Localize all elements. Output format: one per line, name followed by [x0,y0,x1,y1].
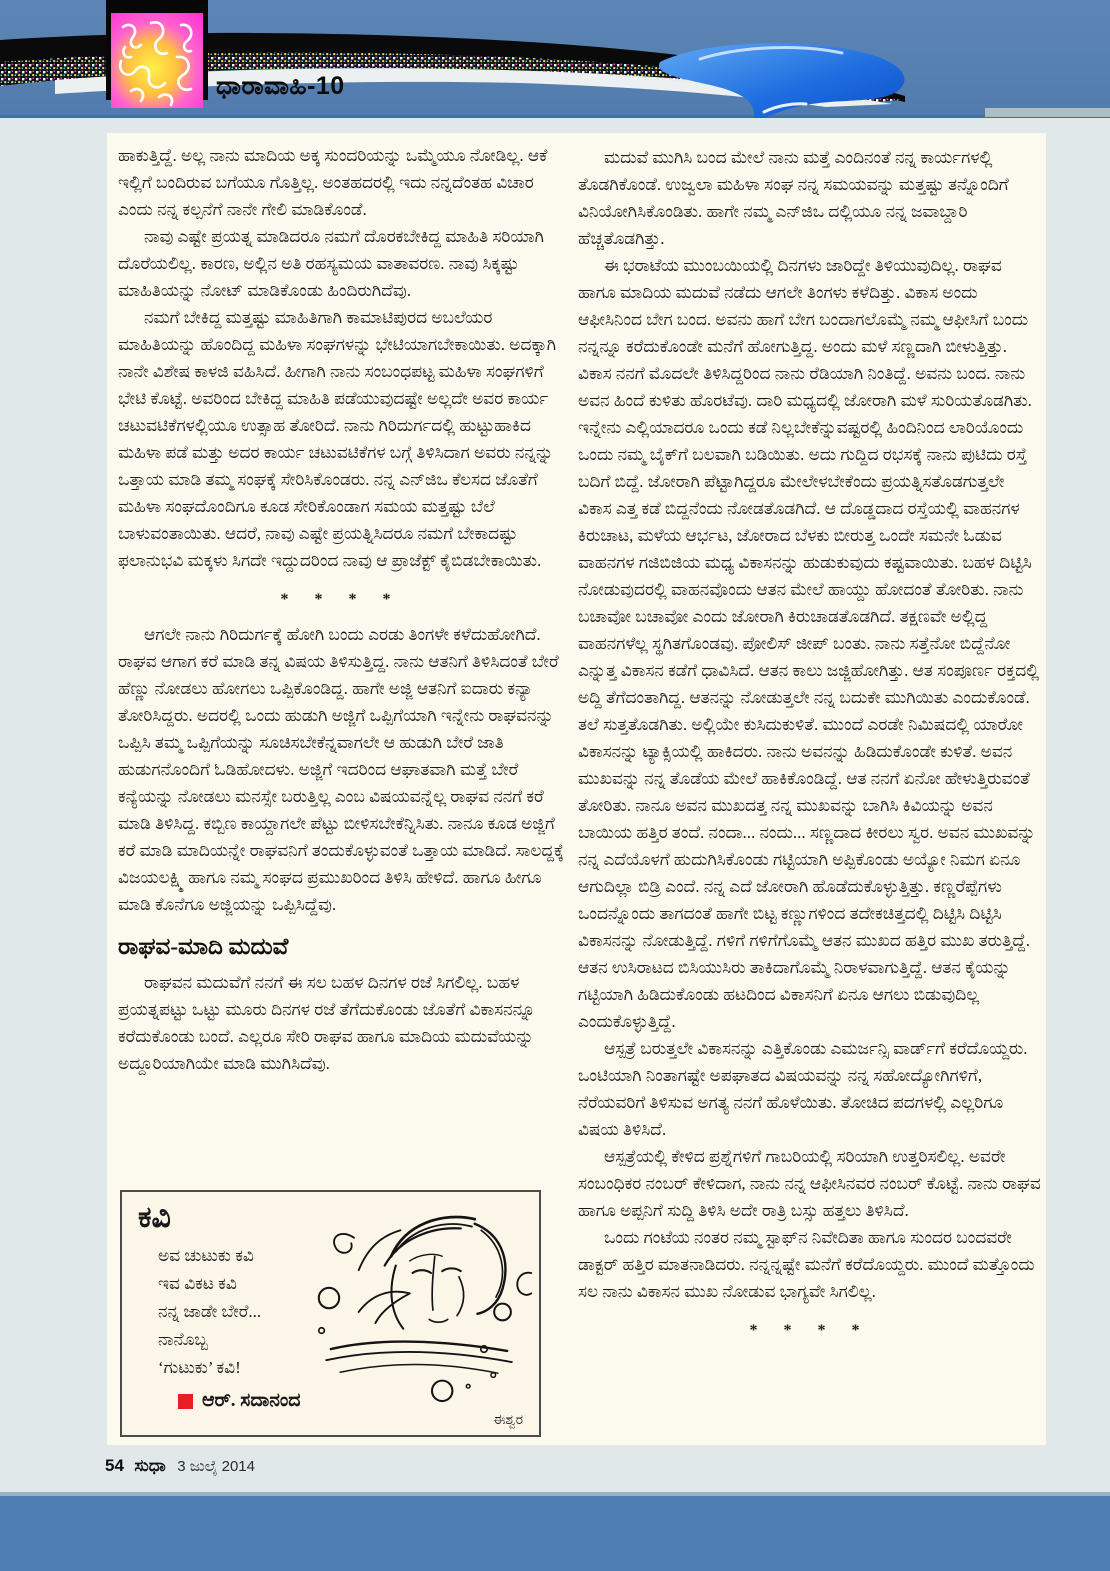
page-footer [105,1456,255,1476]
article-body [107,133,1046,1445]
section-paragraphs [118,969,564,1077]
poem-author: ಆರ್. ಸದಾನಂದ [202,1390,301,1411]
paragraph: ನಾವು ಎಷ್ಟೇ ಪ್ರಯತ್ನ ಮಾಡಿದರೂ ನಮಗೆ ದೊರಕಬೇಕಿದ್ದ ಮಾಹಿತಿ ಸರಿಯಾಗಿ ದೊರೆಯಲಿಲ್ಲ. ಕಾರಣ, ಅಲ್ಲಿನ ಅತಿ ರಹಸ್ಯಮಯ ವಾತಾವರಣ. ನಾವು ಸಿಕ್ಕಷ್ಟು ಮಾಹಿತಿಯನ್ನು ನೋಟ್ ಮಾಡಿಕೊಂಡು ಹಿಂದಿರುಗಿದೆವು. [118,227,544,300]
poem-line: ಇವ ವಿಕಟ ಕವಿ [158,1274,237,1293]
magazine-name: ಸುಧಾ [134,1456,166,1475]
artist-signature: ಈಶ್ವರ [493,1413,523,1428]
paragraph: ಒಂದು ಗಂಟೆಯ ನಂತರ ನಮ್ಮ ಸ್ಟಾಫ್‌ನ ನಿವೇದಿತಾ ಹಾಗೂ ಸುಂದರ ಬಂದವರೇ ಡಾಕ್ಟರ್ ಹತ್ತಿರ ಮಾತನಾಡಿದರು. ನನ್ನನ್ನಷ್ಟೇ ಮನೆಗೆ ಕರೆದೊಯ್ದರು. ಮುಂದೆ ಮತ್ತೊಂದು ಸಲ ನಾನು ವಿಕಾಸನ ಮುಖ ನೋಡುವ ಭಾಗ್ಯವೇ ಸಿಗಲಿಲ್ಲ. [578,1228,1035,1301]
poem-title: ಕವಿ [138,1201,171,1234]
poem-line: ಅವ ಚುಟುಕು ಕವಿ [158,1246,254,1265]
poem-line: ನನ್ನ ಜಾಡೇ ಬೇರೆ... [158,1302,262,1321]
right-paragraphs [578,144,1042,1305]
mid-paragraphs [118,621,564,918]
paragraph: ಮದುವೆ ಮುಗಿಸಿ ಬಂದ ಮೇಲೆ ನಾನು ಮತ್ತೆ ಎಂದಿನಂತೆ ನನ್ನ ಕಾರ್ಯಗಳಲ್ಲಿ ತೊಡಗಿಕೊಂಡೆ. ಉಜ್ವಲಾ ಮಹಿಳಾ ಸಂಘ ನನ್ನ ಸಮಯವನ್ನು ಮತ್ತಷ್ಟು ತನ್ನೊಂದಿಗೆ ವಿನಿಯೋಗಿಸಿಕೊಂಡಿತು. ಹಾಗೇ ನಮ್ಮ ಎನ್‌ಜಿಒ ದಲ್ಲಿಯೂ ನನ್ನ ಜವಾಬ್ದಾರಿ ಹೆಚ್ಚತೊಡಗಿತ್ತು. [578,148,1009,248]
bottom-color-band [0,1492,1110,1571]
poem-line: ನಾನೊಬ್ಬ [158,1330,208,1349]
paragraph: ಈ ಭರಾಟೆಯ ಮುಂಬಯಿಯಲ್ಲಿ ದಿನಗಳು ಜಾರಿದ್ದೇ ತಿಳಿಯುವುದಿಲ್ಲ. ರಾಘವ ಹಾಗೂ ಮಾದಿಯ ಮದುವೆ ನಡೆದು ಆಗಲೇ ತಿಂಗಳು ಕಳೆದಿತ್ತು. ವಿಕಾಸ ಅಂದು ಆಫೀಸಿನಿಂದ ಬೇಗ ಬಂದ. ಅವನು ಹಾಗೆ ಬೇಗ ಬಂದಾಗಲೊಮ್ಮೆ ನಮ್ಮ ಆಫೀಸಿಗೆ ಬಂದು ನನ್ನನ್ನೂ ಕರೆದುಕೊಂಡೇ ಮನೆಗೆ ಹೋಗುತ್ತಿದ್ದ. ಅಂದು ಮಳೆ ಸಣ್ಣದಾಗಿ ಬೀಳುತ್ತಿತ್ತು. ವಿಕಾಸ ನನಗೆ ಮೊದಲೇ ತಿಳಿಸಿದ್ದರಿಂದ ನಾನು ರೆಡಿಯಾಗಿ ನಿಂತಿದ್ದೆ. ಅವನು ಬಂದ. ನಾನು ಅವನ ಹಿಂದೆ ಕುಳಿತು ಹೊರಟೆವು. ದಾರಿ ಮಧ್ಯದಲ್ಲಿ ಜೋರಾಗಿ ಮಳೆ ಸುರಿಯತೊಡಗಿತು. ಇನ್ನೇನು ಎಲ್ಲಿಯಾದರೂ ಒಂದು ಕಡೆ ನಿಲ್ಲಬೇಕೆನ್ನುವಷ್ಟರಲ್ಲಿ ಹಿಂದಿನಿಂದ ಲಾರಿಯೊಂದು ಒಂದು ನಮ್ಮ ಬೈಕ್‌ಗೆ ಬಲವಾಗಿ ಬಡಿಯಿತು. ಅದು ಗುದ್ದಿದ ರಭಸಕ್ಕೆ ನಾನು ಪುಟಿದು ರಸ್ತೆ ಬದಿಗೆ ಬಿದ್ದೆ. ಜೋರಾಗಿ ಪೆಟ್ಟಾಗಿದ್ದರೂ ಮೇಲೇಳಬೇಕೆಂದು ಪ್ರಯತ್ನಿಸತೊಡಗುತ್ತಲೇ ವಿಕಾಸ ಎತ್ತ ಕಡೆ ಬಿದ್ದನೆಂದು ನೋಡತೊಡಗಿದೆ. ಆ ದೊಡ್ಡದಾದ ರಸ್ತೆಯಲ್ಲಿ ವಾಹನಗಳ ಕಿರುಚಾಟ, ಮಳೆಯ ಆರ್ಭಟ, ಜೋರಾದ ಬೆಳಕು ಬೀರುತ್ತ ಒಂದೇ ಸಮನೇ ಓಡುವ ವಾಹನಗಳ ಗಜಿಬಿಜಿಯ ಮಧ್ಯ ವಿಕಾಸನನ್ನು ಹುಡುಕುವುದು ಕಷ್ಟವಾಯಿತು. ಬಹಳ ದಿಟ್ಟಿಸಿ ನೋಡುವುದರಲ್ಲಿ ವಾಹನವೊಂದು ಆತನ ಮೇಲೆ ಹಾಯ್ದು ಹೋದಂತೆ ತೋರಿತು. ನಾನು ಬಚಾವೋ ಬಚಾವೋ ಎಂದು ಜೋರಾಗಿ ಕಿರುಚಾಡತೊಡಗಿದೆ. ತಕ್ಷಣವೇ ಅಲ್ಲಿದ್ದ ವಾಹನಗಳೆಲ್ಲ ಸ್ಥಗಿತಗೊಂಡವು. ಪೋಲಿಸ್ ಜೀಪ್ ಬಂತು. ನಾನು ಸತ್ತೆನೋ ಬಿದ್ದೆನೋ ಎನ್ನುತ್ತ ವಿಕಾಸನ ಕಡೆಗೆ ಧಾವಿಸಿದೆ. ಆತನ ಕಾಲು ಜಜ್ಜಿಹೋಗಿತ್ತು. ಆತ ಸಂಪೂರ್ಣ ರಕ್ತದಲ್ಲಿ ಅದ್ದಿ ತೆಗೆದಂತಾಗಿದ್ದ. ಆತನನ್ನು ನೋಡುತ್ತಲೇ ನನ್ನ ಬದುಕೇ ಮುಗಿಯಿತು ಎಂದುಕೊಂಡೆ. ತಲೆ ಸುತ್ತತೊಡಗಿತು. ಅಲ್ಲಿಯೇ ಕುಸಿದುಕುಳಿತೆ. ಮುಂದೆ ಎರಡೇ ನಿಮಿಷದಲ್ಲಿ ಯಾರೋ ವಿಕಾಸನನ್ನು ಟ್ಯಾಕ್ಸಿಯಲ್ಲಿ ಹಾಕಿದರು. ನಾನು ಅವನನ್ನು ಹಿಡಿದುಕೊಂಡೇ ಕುಳಿತೆ. ಅವನ ಮುಖವನ್ನು ನನ್ನ ತೊಡೆಯ ಮೇಲೆ ಹಾಕಿಕೊಂಡಿದ್ದೆ. ಆತ ನನಗೆ ಏನೋ ಹೇಳುತ್ತಿರುವಂತೆ ತೋರಿತು. ನಾನೂ ಅವನ ಮುಖದತ್ತ ನನ್ನ ಮುಖವನ್ನು ಬಾಗಿಸಿ ಕಿವಿಯನ್ನು ಅವನ ಬಾಯಿಯ ಹತ್ತಿರ ತಂದೆ. ನಂದಾ... ನಂದು... ಸಣ್ಣದಾದ ಕೀರಲು ಸ್ವರ. ಅವನ ಮುಖವನ್ನು ನನ್ನ ಎದೆಯೊಳಗೆ ಹುದುಗಿಸಿಕೊಂಡು ಗಟ್ಟಿಯಾಗಿ ಅಪ್ಪಿಕೊಂಡು ಅಯ್ಯೋ ನಿಮಗ ಏನೂ ಆಗುದಿಲ್ಲಾ ಬಿಡ್ರಿ ಎಂದೆ. ನನ್ನ ಎದೆ ಜೋರಾಗಿ ಹೊಡೆದುಕೊಳ್ಳುತ್ತಿತ್ತು. ಕಣ್ಣರೆಪ್ಪೆಗಳು ಒಂದನ್ನೊಂದು ತಾಗದಂತೆ ಹಾಗೇ ಬಿಟ್ಟ ಕಣ್ಣುಗಳಿಂದ ತದೇಕಚಿತ್ತದಲ್ಲಿ ದಿಟ್ಟಿಸಿ ದಿಟ್ಟಿಸಿ ವಿಕಾಸನನ್ನು ನೋಡುತ್ತಿದ್ದೆ. ಗಳಿಗೆ ಗಳಿಗೆಗೊಮ್ಮೆ ಆತನ ಮುಖದ ಹತ್ತಿರ ಮುಖ ತರುತ್ತಿದ್ದೆ. ಆತನ ಉಸಿರಾಟದ ಬಿಸಿಯುಸಿರು ತಾಕಿದಾಗೊಮ್ಮೆ ನಿರಾಳವಾಗುತ್ತಿದ್ದೆ. ಆತನ ಕೈಯನ್ನು ಗಟ್ಟಿಯಾಗಿ ಹಿಡಿದುಕೊಂಡು ಹಟದಿಂದ ವಿಕಾಸನಿಗೆ ಏನೂ ಆಗಲು ಬಿಡುವುದಿಲ್ಲ ಎಂದುಕೊಳ್ಳುತ್ತಿದ್ದೆ. [578,256,1040,1031]
page-header [0,0,1110,118]
left-column [118,142,564,1184]
paragraph: ಆಸ್ಪತ್ರೆ ಬರುತ್ತಲೇ ವಿಕಾಸನನ್ನು ಎತ್ತಿಕೊಂಡು ಎಮರ್ಜನ್ಸಿ ವಾರ್ಡ್‌ಗೆ ಕರೆದೊಯ್ದರು. ಒಂಟಿಯಾಗಿ ನಿಂತಾಗಷ್ಟೇ ಅಪಘಾತದ ವಿಷಯವನ್ನು ನನ್ನ ಸಹೋದ್ಯೋಗಿಗಳಿಗೆ, ನೆರೆಯವರಿಗೆ ತಿಳಿಸುವ ಅಗತ್ಯ ನನಗೆ ಹೊಳೆಯಿತು. ತೋಚಿದ ಪದಗಳಲ್ಲಿ ಎಲ್ಲರಿಗೂ ವಿಷಯ ತಿಳಿಸಿದೆ. [578,1039,1028,1139]
section-heading: ರಾಘವ-ಮಾದಿ ಮದುವೆ [118,934,289,959]
paragraph: ಆಸ್ಪತ್ರೆಯಲ್ಲಿ ಕೇಳಿದ ಪ್ರಶ್ನೆಗಳಿಗೆ ಗಾಬರಿಯಲ್ಲಿ ಸರಿಯಾಗಿ ಉತ್ತರಿಸಲಿಲ್ಲ. ಅವರೇ ಸಂಬಂಧಿಕರ ನಂಬರ್ ಕೇಳಿದಾಗ, ನಾನು ನನ್ನ ಆಫೀಸಿನವರ ನಂಬರ್ ಕೊಟ್ಟೆ. ನಾನು ರಾಘವ ಹಾಗೂ ಅಪ್ಪನಿಗೆ ಸುದ್ದಿ ತಿಳಿಸಿ ಅದೇ ರಾತ್ರಿ ಬಸ್ಸು ಹತ್ತಲು ತಿಳಿಸಿದೆ. [578,1147,1041,1220]
intro-paragraphs [118,142,564,574]
series-label: ಧಾರಾವಾಹಿ-10 [216,72,345,100]
section-separator: * * * * [749,1322,871,1339]
magazine-logo-art [111,13,203,108]
face-sketch-illustration [303,1196,535,1414]
page-number: 54 [105,1456,124,1475]
section-separator: * * * * [280,591,402,608]
poem-line: ‘ಗುಟುಕು’ ಕವಿ! [158,1358,241,1377]
poem-box [120,1190,541,1437]
paragraph: ಆಗಲೇ ನಾನು ಗಿರಿದುರ್ಗಕ್ಕೆ ಹೋಗಿ ಬಂದು ಎರಡು ತಿಂಗಳೇ ಕಳೆದುಹೋಗಿದೆ. ರಾಘವ ಆಗಾಗ ಕರೆ ಮಾಡಿ ತನ್ನ ವಿಷಯ ತಿಳಿಸುತ್ತಿದ್ದ. ನಾನು ಆತನಿಗೆ ತಿಳಿಸಿದಂತೆ ಬೇರೆ ಹೆಣ್ಣು ನೋಡಲು ಹೋಗಲು ಒಪ್ಪಿಕೊಂಡಿದ್ದ. ಹಾಗೇ ಅಜ್ಜಿ ಆತನಿಗೆ ಐದಾರು ಕನ್ಯಾ ತೋರಿಸಿದ್ದರು. ಅದರಲ್ಲಿ ಒಂದು ಹುಡುಗಿ ಅಜ್ಜಿಗೆ ಒಪ್ಪಿಗೆಯಾಗಿ ಇನ್ನೇನು ರಾಘವನನ್ನು ಒಪ್ಪಿಸಿ ತಮ್ಮ ಒಪ್ಪಿಗೆಯನ್ನು ಸೂಚಿಸಬೇಕೆನ್ನವಾಗಲೇ ಆ ಹುಡುಗಿ ಬೇರೆ ಜಾತಿ ಹುಡುಗನೊಂದಿಗೆ ಓಡಿಹೋದಳು. ಅಜ್ಜಿಗೆ ಇದರಿಂದ ಆಘಾತವಾಗಿ ಮತ್ತೆ ಬೇರೆ ಕನ್ಯೆಯನ್ನು ನೋಡಲು ಮನಸ್ಸೇ ಬರುತ್ತಿಲ್ಲ ಎಂಬ ವಿಷಯವನ್ನೆಲ್ಲ ರಾಘವ ನನಗೆ ಕರೆ ಮಾಡಿ ತಿಳಿಸಿದ್ದ. ಕಬ್ಬಿಣ ಕಾಯ್ದಾಗಲೇ ಪೆಟ್ಟು ಬೀಳಿಸಬೇಕೆನ್ನಿಸಿತು. ನಾನೂ ಕೂಡ ಅಜ್ಜಿಗೆ ಕರೆ ಮಾಡಿ ಮಾದಿಯನ್ನೇ ರಾಘವನಿಗೆ ತಂದುಕೊಳ್ಳುವಂತೆ ಒತ್ತಾಯ ಮಾಡಿದೆ. ಸಾಲದ್ದಕ್ಕೆ ವಿಜಯಲಕ್ಷ್ಮಿ ಹಾಗೂ ನಮ್ಮ ಸಂಘದ ಪ್ರಮುಖರಿಂದ ತಿಳಿಸಿ ಹೇಳಿದೆ. ಹಾಗೂ ಹೀಗೂ ಮಾಡಿ ಕೊನೆಗೂ ಅಜ್ಜಿಯನ್ನು ಒಪ್ಪಿಸಿದ್ದೆವು. [118,625,564,914]
paragraph: ನಮಗೆ ಬೇಕಿದ್ದ ಮತ್ತಷ್ಟು ಮಾಹಿತಿಗಾಗಿ ಕಾಮಾಟಿಪುರದ ಅಬಲೆಯರ ಮಾಹಿತಿಯನ್ನು ಹೊಂದಿದ್ದ ಮಹಿಳಾ ಸಂಘಗಳನ್ನು ಭೇಟಿಯಾಗಬೇಕಾಯಿತು. ಅದಕ್ಕಾಗಿ ನಾನೇ ವಿಶೇಷ ಕಾಳಜಿ ವಹಿಸಿದೆ. ಹೀಗಾಗಿ ನಾನು ಸಂಬಂಧಪಟ್ಟ ಮಹಿಳಾ ಸಂಘಗಳಿಗೆ ಭೇಟಿ ಕೊಟ್ಟೆ. ಅವರಿಂದ ಬೇಕಿದ್ದ ಮಾಹಿತಿ ಪಡೆಯುವುದಷ್ಟೇ ಅಲ್ಲದೇ ಅವರ ಕಾರ್ಯ ಚಟುವಟಿಕೆಗಳಲ್ಲಿಯೂ ಉತ್ಸಾಹ ತೋರಿದೆ. ನಾನು ಗಿರಿದುರ್ಗದಲ್ಲಿ ಹುಟ್ಟುಹಾಕಿದ ಮಹಿಳಾ ಪಡೆ ಮತ್ತು ಅದರ ಕಾರ್ಯ ಚಟುವಟಿಕೆಗಳ ಬಗ್ಗೆ ತಿಳಿಸಿದಾಗ ಅವರು ನನ್ನನ್ನು ಒತ್ತಾಯ ಮಾಡಿ ತಮ್ಮ ಸಂಘಕ್ಕೆ ಸೇರಿಸಿಕೊಂಡರು. ನನ್ನ ಎನ್‌ಜಿಒ ಕೆಲಸದ ಜೊತೆಗೆ ಮಹಿಳಾ ಸಂಘದೊಂದಿಗೂ ಕೂಡ ಸೇರಿಕೊಂಡಾಗ ಸಮಯ ಮತ್ತಷ್ಟು ಬೆಲೆ ಬಾಳುವಂತಾಯಿತು. ಆದರೆ, ನಾವು ಎಷ್ಟೇ ಪ್ರಯತ್ನಿಸಿದರೂ ನಮಗೆ ಬೇಕಾದಷ್ಟು ಫಲಾನುಭವಿ ಮಕ್ಕಳು ಸಿಗದೇ ಇದ್ದುದರಿಂದ ನಾವು ಆ ಪ್ರಾಜೆಕ್ಟ್ ಕೈಬಿಡಬೇಕಾಯಿತು. [118,308,557,570]
paragraph: ಹಾಕುತ್ತಿದ್ದೆ. ಅಲ್ಲ ನಾನು ಮಾದಿಯ ಅಕ್ಕ ಸುಂದರಿಯನ್ನು ಒಮ್ಮೆಯೂ ನೋಡಿಲ್ಲ. ಆಕೆ ಇಲ್ಲಿಗೆ ಬಂದಿರುವ ಬಗೆಯೂ ಗೊತ್ತಿಲ್ಲ. ಅಂತಹದರಲ್ಲಿ ಇದು ನನ್ನದೆಂತಹ ವಿಚಾರ ಎಂದು ನನ್ನ ಕಲ್ಪನೆಗೆ ನಾನೇ ಗೇಲಿ ಮಾಡಿಕೊಂಡೆ. [118,146,548,219]
red-square-bullet [178,1394,193,1409]
issue-date: 3 ಜುಲೈ 2014 [177,1458,255,1475]
right-column [578,144,1042,1432]
paragraph: ರಾಘವನ ಮದುವೆಗೆ ನನಗೆ ಈ ಸಲ ಬಹಳ ದಿನಗಳ ರಜೆ ಸಿಗಲಿಲ್ಲ. ಬಹಳ ಪ್ರಯತ್ನಪಟ್ಟು ಒಟ್ಟು ಮೂರು ದಿನಗಳ ರಜೆ ತೆಗೆದುಕೊಂಡು ಜೊತೆಗೆ ವಿಕಾಸನನ್ನೂ ಕರೆದುಕೊಂಡು ಬಂದೆ. ಎಲ್ಲರೂ ಸೇರಿ ರಾಘವ ಹಾಗೂ ಮಾದಿಯ ಮದುವೆಯನ್ನು ಅದ್ದೂರಿಯಾಗಿಯೇ ಮಾಡಿ ಮುಗಿಸಿದೆವು. [118,973,536,1073]
